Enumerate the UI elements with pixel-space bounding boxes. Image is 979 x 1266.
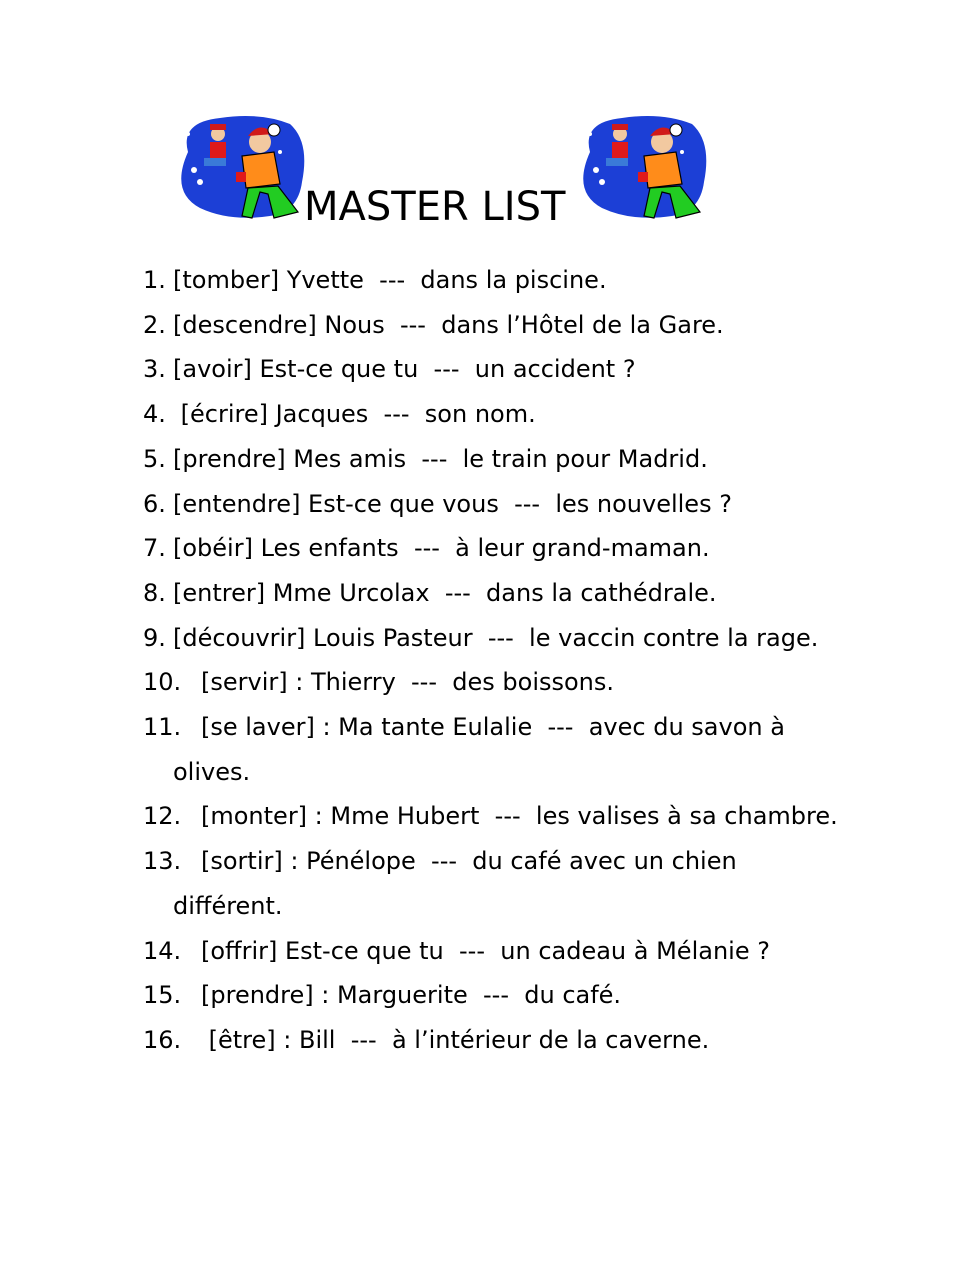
item-number: 5. xyxy=(143,444,166,473)
snowball-kids-icon xyxy=(170,112,310,224)
item-number: 14. xyxy=(143,936,182,965)
item-text: [écrire] Jacques --- son nom. xyxy=(173,400,536,429)
list-item xyxy=(143,482,843,527)
item-text: [prendre] Mes amis --- le train pour Madrid. xyxy=(173,444,708,473)
item-text: [descendre] Nous --- dans l’Hôtel de la Gare. xyxy=(173,310,724,339)
list-item xyxy=(143,571,843,616)
list-item xyxy=(143,929,843,974)
item-text: [obéir] Les enfants --- à leur grand-maman. xyxy=(173,534,710,563)
item-number: 13. xyxy=(143,847,182,876)
item-text: [entendre] Est-ce que vous --- les nouvelles ? xyxy=(173,489,732,518)
item-text: [prendre] : Marguerite --- du café. xyxy=(201,981,622,1010)
item-text: [offrir] Est-ce que tu --- un cadeau à Mélanie ? xyxy=(201,936,770,965)
list-item xyxy=(143,347,843,392)
item-number: 6. xyxy=(143,489,166,518)
item-text: [tomber] Yvette --- dans la piscine. xyxy=(173,266,607,294)
list-item xyxy=(143,973,843,1018)
list-item xyxy=(143,437,843,482)
item-number: 4. xyxy=(143,400,166,429)
list-item xyxy=(143,705,843,794)
item-number: 9. xyxy=(143,623,166,652)
item-text: [monter] : Mme Hubert --- les valises à sa chambre. xyxy=(201,802,838,831)
item-text: [entrer] Mme Urcolax --- dans la cathédrale. xyxy=(173,578,717,607)
list-item xyxy=(143,392,843,437)
item-number: 7. xyxy=(143,534,166,563)
snowball-kids-icon xyxy=(572,112,712,224)
item-number: 1. xyxy=(143,266,166,294)
item-text: [servir] : Thierry --- des boissons. xyxy=(201,668,615,697)
item-text: [sortir] : Pénélope --- du café avec un chien différent. xyxy=(173,847,745,920)
item-number: 2. xyxy=(143,310,166,339)
list-item xyxy=(143,526,843,571)
item-text: [avoir] Est-ce que tu --- un accident ? xyxy=(173,355,636,384)
item-text: [découvrir] Louis Pasteur --- le vaccin contre la rage. xyxy=(173,623,819,652)
exercise-list xyxy=(143,258,843,1063)
list-item xyxy=(143,303,843,348)
item-number: 15. xyxy=(143,981,182,1010)
list-item xyxy=(143,660,843,705)
item-text: [se laver] : Ma tante Eulalie --- avec du savon à olives. xyxy=(173,713,793,786)
list-item xyxy=(143,794,843,839)
item-number: 8. xyxy=(143,578,166,607)
item-number: 3. xyxy=(143,355,166,384)
item-number: 11. xyxy=(143,713,182,742)
list-item xyxy=(143,839,843,928)
page-title: MASTER LIST xyxy=(304,184,566,230)
list-item xyxy=(143,1018,843,1063)
list-item xyxy=(143,258,843,303)
item-number: 16. xyxy=(143,1025,182,1054)
item-text: [être] : Bill --- à l’intérieur de la caverne. xyxy=(201,1025,710,1054)
list-item xyxy=(143,616,843,661)
item-number: 12. xyxy=(143,802,182,831)
item-number: 10. xyxy=(143,668,182,697)
